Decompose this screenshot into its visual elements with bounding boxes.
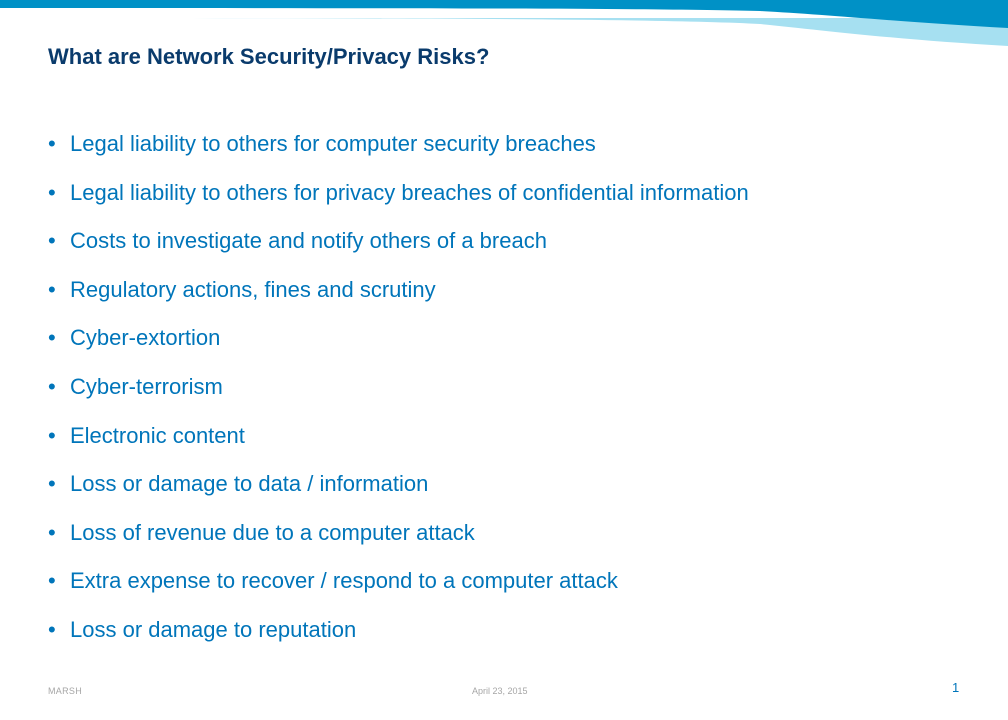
bullet-icon: • [48, 276, 56, 302]
bullet-text: Cyber-terrorism [70, 373, 223, 399]
bullet-icon: • [48, 519, 56, 545]
list-item [48, 423, 749, 472]
list-item [48, 228, 749, 277]
bullet-text: Legal liability to others for computer security breaches [70, 131, 596, 156]
bullet-icon: • [48, 228, 56, 254]
bullet-text: Costs to investigate and notify others of a breach [70, 228, 547, 254]
bullet-text: Extra expense to recover / respond to a computer attack [70, 568, 618, 594]
bullet-icon: • [48, 616, 56, 642]
bullet-text: Electronic content [70, 422, 245, 448]
list-item [48, 180, 749, 229]
bullet-icon: • [48, 325, 56, 351]
bullet-text: Loss or damage to reputation [70, 616, 357, 642]
bullet-icon: • [48, 131, 56, 156]
list-item [48, 277, 749, 326]
list-item [48, 617, 749, 666]
list-item [48, 471, 749, 520]
footer-date: April 23, 2015 [472, 686, 528, 696]
bullet-text: Cyber-extortion [70, 325, 221, 351]
header-band [0, 0, 1008, 48]
list-item [48, 131, 749, 180]
page-number: 1 [952, 680, 960, 695]
bullet-icon: • [48, 422, 56, 448]
bullet-icon: • [48, 373, 56, 399]
bullet-icon: • [48, 568, 56, 594]
list-item [48, 374, 749, 423]
bullet-list [48, 131, 749, 666]
bullet-text: Regulatory actions, fines and scrutiny [70, 276, 436, 302]
list-item [48, 325, 749, 374]
bullet-text: Loss or damage to data / information [70, 471, 429, 497]
header-band-light-stripe [0, 18, 1008, 46]
list-item [48, 568, 749, 617]
bullet-icon: • [48, 471, 56, 497]
bullet-icon: • [48, 179, 56, 205]
footer-brand: MARSH [48, 686, 83, 696]
slide-title: What are Network Security/Privacy Risks? [48, 44, 490, 69]
bullet-text: Loss of revenue due to a computer attack [70, 519, 475, 545]
list-item [48, 520, 749, 569]
bullet-text: Legal liability to others for privacy breaches of confidential information [70, 179, 749, 205]
